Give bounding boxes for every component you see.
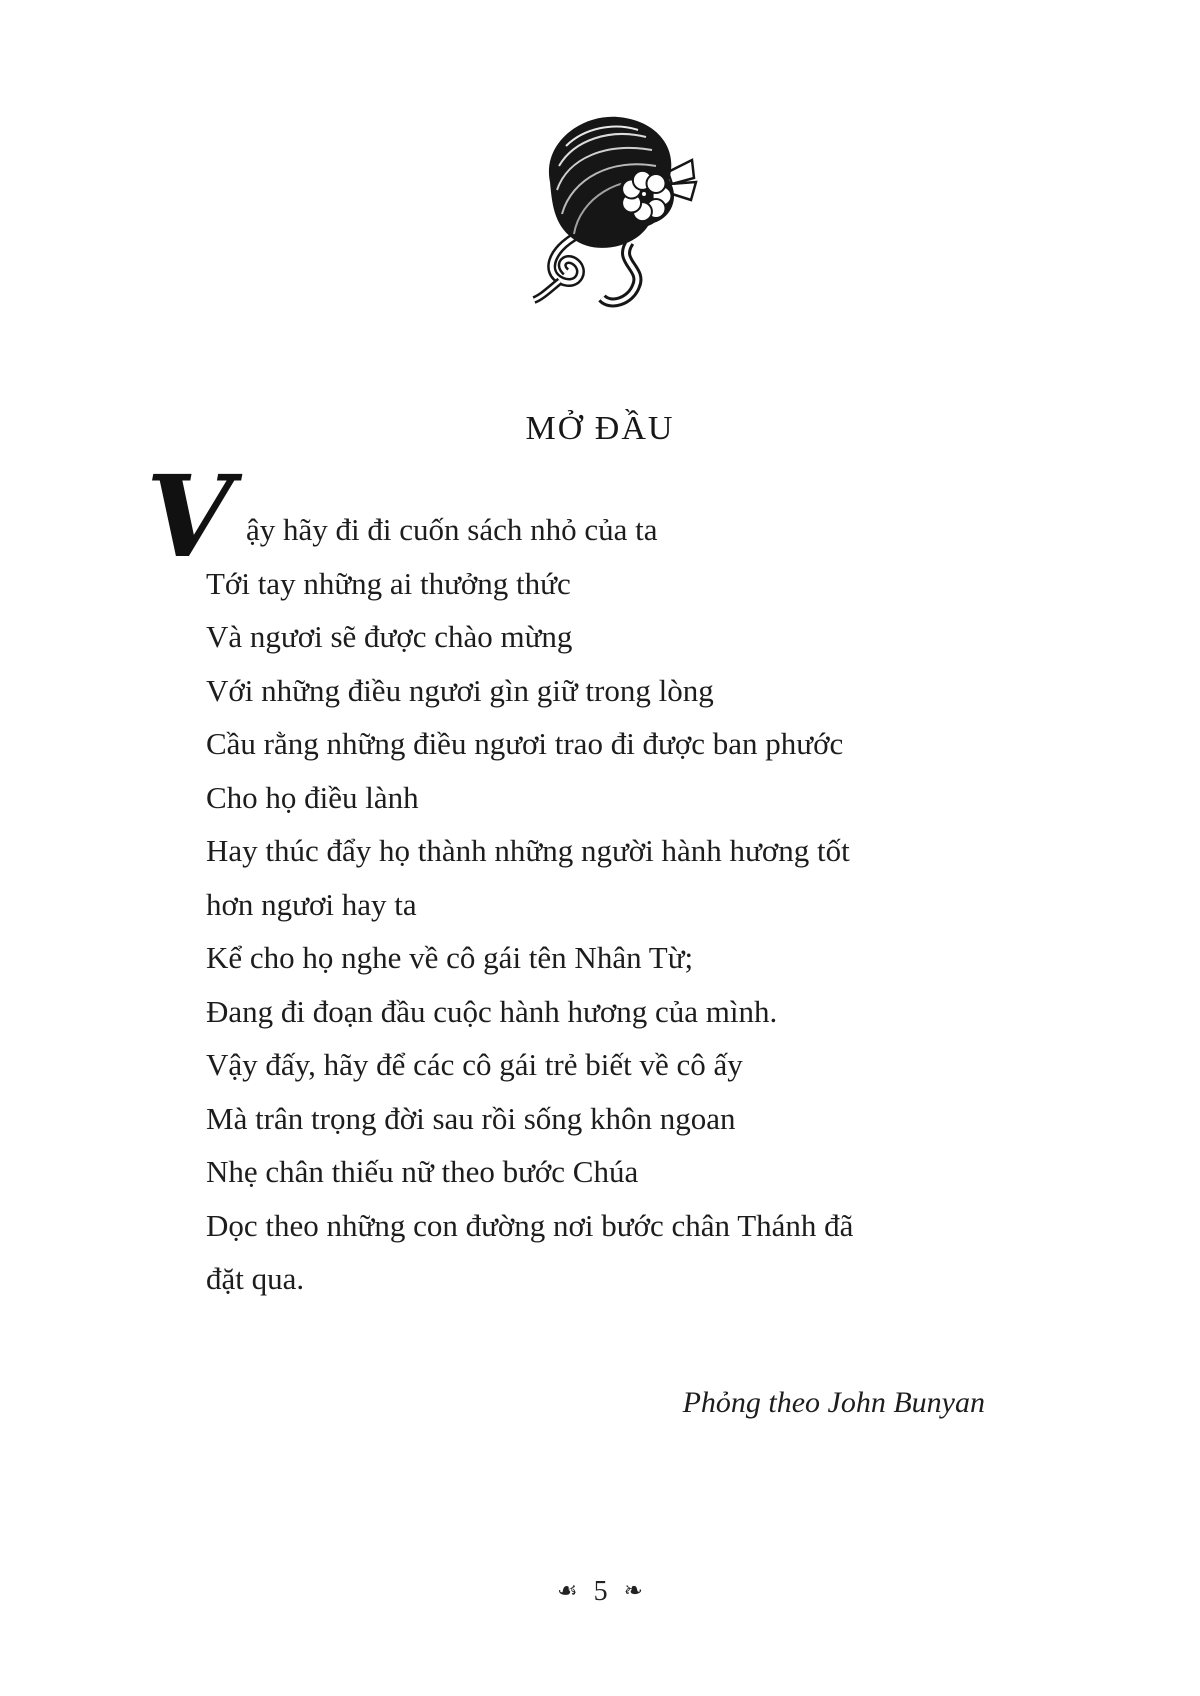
- bonnet-icon: [522, 104, 702, 316]
- poem-line: Đang đi đoạn đầu cuộc hành hương của mình.: [206, 993, 778, 1029]
- page-number: 5: [593, 1576, 608, 1607]
- poem-line: Kể cho họ nghe về cô gái tên Nhân Từ;: [206, 940, 694, 975]
- poem-line: Tới tay những ai thưởng thức: [206, 565, 571, 601]
- bonnet-engraving-illustration: [522, 104, 702, 316]
- drop-cap: V: [146, 452, 233, 583]
- poem-line: Cho họ điều lành: [206, 779, 419, 815]
- poem-line: ậy hãy đi đi cuốn sách nhỏ của ta: [246, 512, 658, 547]
- poem-line: hơn ngươi hay ta: [206, 886, 417, 922]
- poem-line: Và ngươi sẽ được chào mừng: [206, 619, 573, 654]
- poem-line: Nhẹ chân thiếu nữ theo bước Chúa: [206, 1154, 639, 1189]
- poem-line: Với những điều ngươi gìn giữ trong lòng: [206, 672, 714, 708]
- poem-line: đặt qua.: [206, 1261, 305, 1296]
- poem-line: Vậy đấy, hãy để các cô gái trẻ biết về cô ấy: [206, 1047, 743, 1082]
- poem-line: Mà trân trọng đời sau rồi sống khôn ngoan: [206, 1100, 736, 1136]
- left-fleuron-icon: ☙: [557, 1578, 578, 1604]
- attribution: Phỏng theo John Bunyan: [682, 1386, 985, 1419]
- poem-line: Dọc theo những con đường nơi bước chân Thánh đã: [206, 1207, 854, 1243]
- poem-line: Cầu rằng những điều ngươi trao đi được ban phước: [206, 726, 844, 761]
- poem-line: Hay thúc đẩy họ thành những người hành hương tốt: [206, 833, 850, 868]
- page-footer: [0, 1576, 1200, 1608]
- chapter-title: MỞ ĐẦU: [525, 410, 675, 447]
- poem: [206, 503, 1066, 1306]
- right-fleuron-icon: ❧: [623, 1578, 643, 1604]
